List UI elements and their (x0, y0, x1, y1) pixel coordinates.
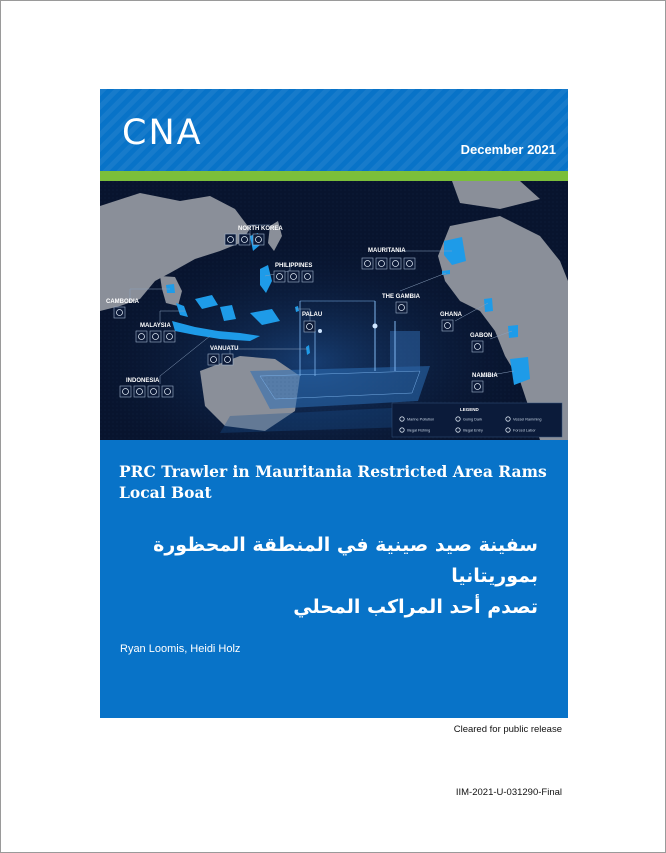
cambodia-shape (166, 284, 175, 293)
label-the-gambia: THE GAMBIA (382, 294, 420, 300)
label-palau: PALAU (302, 312, 323, 318)
report-title-english: PRC Trawler in Mauritania Restricted Area Rams Local Boat (119, 462, 547, 502)
cambodia-icons (114, 307, 125, 318)
label-malaysia: MALAYSIA (140, 323, 171, 329)
authors: Ryan Loomis, Heidi Holz (120, 643, 241, 655)
palau-icons (304, 321, 315, 332)
publication-date: December 2021 (460, 142, 556, 157)
ghana-icons (442, 320, 453, 331)
arabic-title-line-1: سفينة صيد صينية في المنطقة المحظورة بموريتانيا (153, 534, 538, 587)
map-graphic (100, 181, 568, 440)
gabon-shape (508, 325, 518, 338)
label-north-korea: NORTH KOREA (238, 226, 283, 232)
label-ghana: GHANA (440, 312, 462, 318)
label-indonesia: INDONESIA (126, 378, 160, 384)
report-title-arabic (108, 530, 538, 623)
label-gabon: GABON (470, 333, 493, 339)
title-panel (100, 440, 568, 718)
label-namibia: NAMIBIA (472, 373, 498, 379)
namibia-icons (472, 381, 483, 392)
release-statement: Cleared for public release (453, 724, 562, 735)
philippines-icons (274, 271, 313, 282)
cover-header (100, 89, 568, 171)
legend-illegal-fishing: Illegal Fishing (407, 428, 431, 433)
document-id: IIM-2021-U-031290-Final (455, 787, 562, 798)
legend-marine-pollution: Marine Pollution (407, 417, 435, 422)
legend-going-dark: Going Dark (463, 417, 483, 422)
ghana-shape (484, 298, 493, 312)
malaysia-icons (136, 331, 175, 342)
legend-title: LEGEND (460, 407, 479, 412)
world-map-illustration (100, 181, 568, 440)
accent-bar (100, 171, 568, 181)
label-mauritania: MAURITANIA (368, 248, 406, 254)
label-vanuatu: VANUATU (210, 346, 239, 352)
north-korea-icons (225, 234, 264, 245)
label-philippines: PHILIPPINES (275, 263, 313, 269)
gabon-icons (472, 341, 483, 352)
cna-logo: CNA (122, 113, 203, 153)
the-gambia-icons (396, 302, 407, 313)
legend-illegal-entry: Illegal Entry (463, 428, 483, 433)
legend-forced-labor: Forced Labor (513, 428, 536, 433)
arabic-title-line-2: تصدم أحد المراكب المحلي (293, 596, 538, 618)
label-cambodia: CAMBODIA (106, 299, 139, 305)
legend-vessel-ramming: Vessel Ramming (513, 417, 542, 422)
map-legend (392, 403, 562, 437)
